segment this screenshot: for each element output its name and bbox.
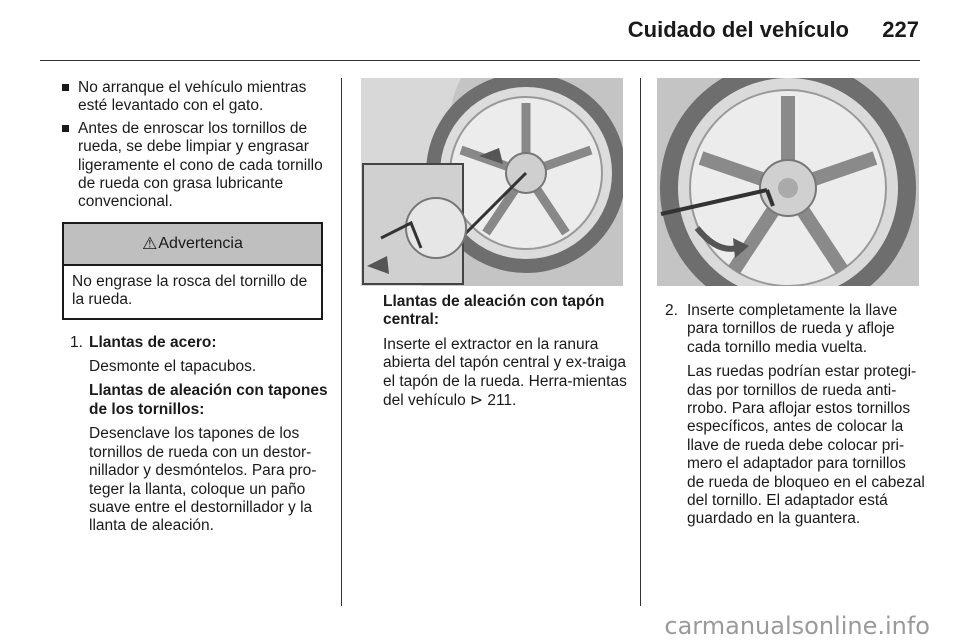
column-2-text [383,293,628,410]
step-sub-text: Desenclave los tapones de los tornillos de rueda con un destor-nillador y desmóntelos. Para pro-teger la llanta, coloque un paño suave entre el destornillador y la llanta de aleación. [89,425,317,535]
header-rule [40,60,920,61]
page-header [0,0,960,60]
step-number: 2. [665,302,678,319]
step-1 [62,334,330,352]
step-text: Desmonte el tapacubos. [89,358,257,376]
column-1 [62,79,330,536]
cross-reference-page: 211. [483,392,517,410]
column-3-text [665,302,925,529]
wheel-wrench-figure [657,78,919,286]
page-number: 227 [882,17,919,42]
step-note: Las ruedas podrían estar protegi-das por tornillos de rueda anti-rrobo. Para aflojar estos tornillos específicos, antes de colocar la llave de rueda debe colocar pri-mero el adaptador para tornillos de rueda de bloqueo en el cabezal del tornillo. El adaptador está guardado en la guantera. [687,363,925,528]
warning-header [64,224,321,266]
column-divider-1 [341,78,342,606]
section-heading [383,293,628,330]
warning-triangle-icon: ⚠ [142,233,158,253]
alloy-wheel-center-cap-figure [361,78,623,286]
step-2 [665,302,925,357]
warning-box [62,222,323,320]
step-number: 1. [70,333,83,351]
wheel-illustration [361,78,623,286]
step-heading: Llantas de acero: [89,333,217,351]
step-text: Inserte completamente la llave para tornillos de rueda y afloje cada tornillo media vuelta. [687,302,898,356]
wrench-illustration [657,78,919,286]
page-title: Cuidado del vehículo [627,17,849,42]
bullet-item [62,120,330,212]
column-divider-2 [640,78,641,606]
bullet-text: Antes de enroscar los tornillos de rueda, se debe limpiar y engrasar ligeramente el cono de cada tornillo de rueda con grasa lubricante convencional. [78,119,323,211]
bullet-text: No arranque el vehículo mientras esté levantado con el gato. [78,79,307,115]
section-body: Inserte el extractor en la ranura abierta del tapón central y ex-traiga el tapón de la rueda. Herra-mientas del vehículo [383,335,627,410]
section-text [383,336,628,411]
warning-text: No engrase la rosca del tornillo de la rueda. [72,272,308,309]
bullet-item [62,79,330,116]
watermark: carmanualsonline.info [664,612,930,640]
bullet-square-icon [62,84,69,91]
section-heading-text: Llantas de aleación con tapón central: [383,293,605,329]
cross-reference-arrow-icon: ⊳ [470,391,484,410]
warning-title: Advertencia [158,234,243,252]
bullet-square-icon [62,125,69,132]
step-sub-heading [62,382,330,419]
step-sub-heading-text: Llantas de aleación con tapones de los tornillos: [89,382,328,418]
